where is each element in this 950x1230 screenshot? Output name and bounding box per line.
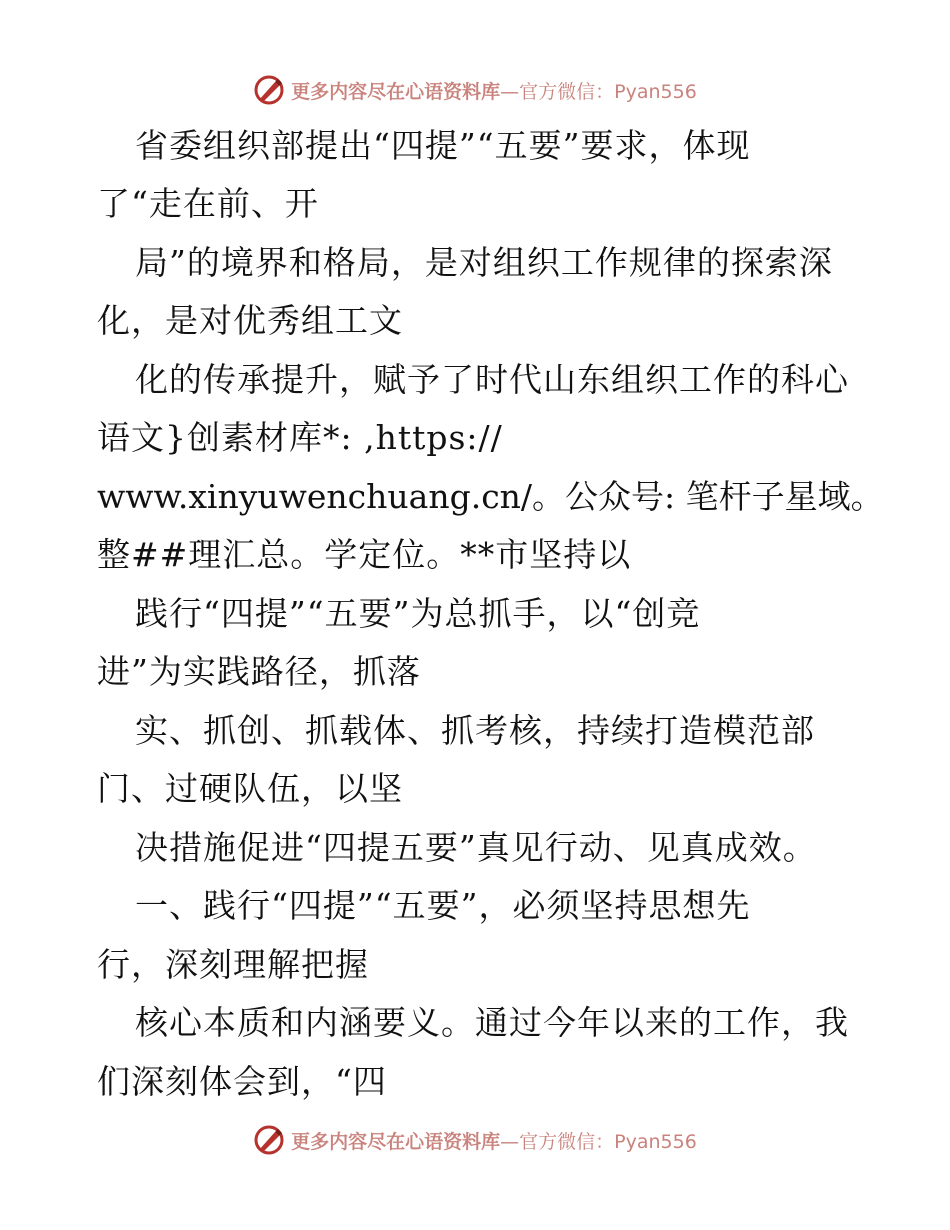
body-line: 门、过硬队伍，以坚 xyxy=(97,769,403,808)
body-line: 整##理汇总。学定位。**市坚持以 xyxy=(97,535,632,574)
body-line: www.xinyuwenchuang.cn/。公众号: 笔杆子星域。 xyxy=(97,477,884,516)
footer-watermark xyxy=(0,1120,950,1160)
body-line: 实、抓创、抓载体、抓考核，持续打造模范部 xyxy=(135,711,815,750)
body-line: 一、践行“四提”“五要”，必须坚持思想先 xyxy=(135,886,751,925)
body-line: 进”为实践路径，抓落 xyxy=(97,652,421,691)
footer-watermark-tail: 官方微信：Pyan556 xyxy=(519,1130,697,1153)
body-line: 决措施促进“四提五要”真见行动、见真成效。 xyxy=(135,828,817,867)
footer-watermark-main: 更多内容尽在心语资料库 xyxy=(291,1130,501,1153)
body-line: 化，是对优秀组工文 xyxy=(97,301,403,340)
body-line: 践行“四提”“五要”为总抓手，以“创竞 xyxy=(135,594,701,633)
body-line: 化的传承提升，赋予了时代山东组织工作的科心 xyxy=(135,360,849,399)
body-line: 省委组织部提出“四提”“五要”要求，体现 xyxy=(135,126,751,165)
body-line: 了“走在前、开 xyxy=(97,184,319,223)
header-watermark-dash: — xyxy=(500,80,520,103)
header-watermark xyxy=(0,70,950,110)
footer-watermark-dash: — xyxy=(500,1130,520,1153)
body-line: 核心本质和内涵要义。通过今年以来的工作，我 xyxy=(135,1003,849,1042)
body-line: 行，深刻理解把握 xyxy=(97,945,369,984)
body-line: 语文}创素材库*: ,https:// xyxy=(97,418,503,457)
pen-logo-icon xyxy=(253,1124,285,1156)
body-line: 们深刻体会到，“四 xyxy=(97,1062,387,1101)
body-line: 局”的境界和格局，是对组织工作规律的探索深 xyxy=(135,243,833,282)
pen-logo-icon xyxy=(253,74,285,106)
header-watermark-main: 更多内容尽在心语资料库 xyxy=(291,80,501,103)
header-watermark-tail: 官方微信：Pyan556 xyxy=(519,80,697,103)
